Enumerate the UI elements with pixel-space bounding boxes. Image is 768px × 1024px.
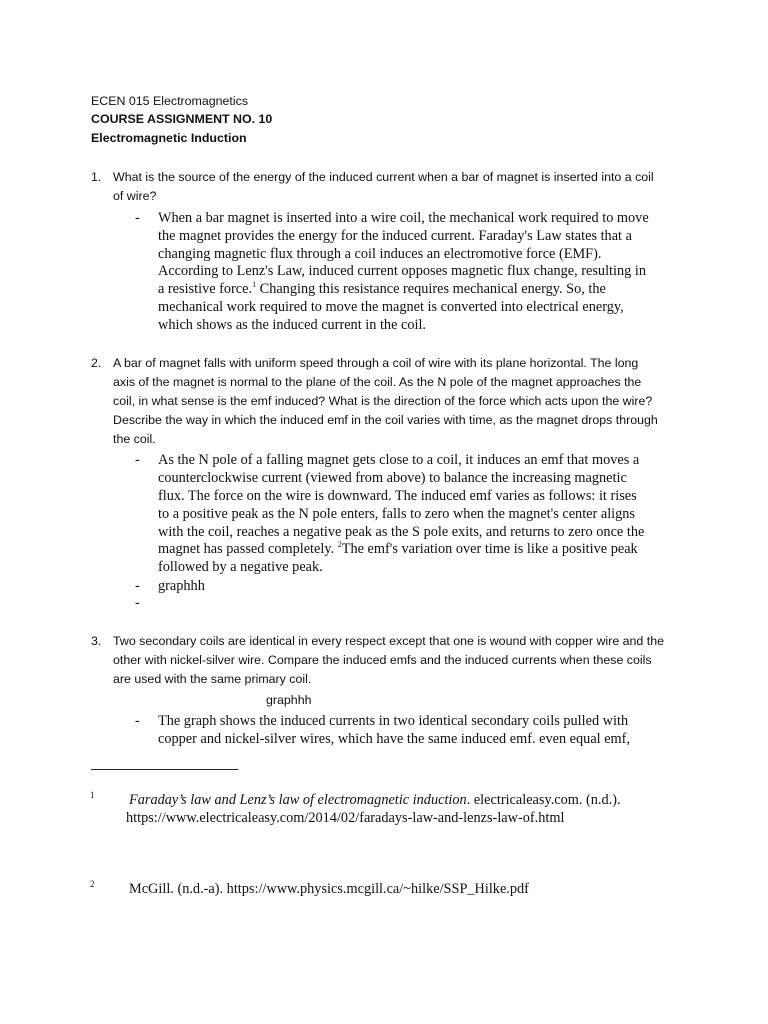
question-text: Describe the way in which the induced emf in the coil varies with time, as the magnet drops through — [113, 413, 658, 427]
answer-text: counterclockwise current (viewed from above) to balance the increasing magnetic — [158, 470, 627, 486]
footnote-mark: 1 — [90, 790, 95, 800]
answer-text: mechanical work required to move the magnet is converted into electrical energy, — [158, 299, 624, 315]
footnote-separator — [91, 769, 238, 770]
footnote-source: . electricaleasy.com. (n.d.). — [466, 792, 621, 808]
question-text: Two secondary coils are identical in every respect except that one is wound with copper wire and the — [113, 634, 664, 648]
answer-text: with the coil, reaches a negative peak as the S pole exits, and returns to zero once the — [158, 524, 645, 540]
answer-text: to a positive peak as the N pole enters, falls to zero when the magnet's center aligns — [158, 506, 635, 522]
question-text: coil, in what sense is the emf induced? What is the direction of the force which acts upon the wire? — [113, 394, 653, 408]
question-text: A bar of magnet falls with uniform speed through a coil of wire with its plane horizontal. The long — [113, 356, 639, 370]
answer-text: When a bar magnet is inserted into a wire coil, the mechanical work required to move — [158, 210, 649, 226]
question-text: of wire? — [113, 189, 157, 203]
answer-text: As the N pole of a falling magnet gets close to a coil, it induces an emf that moves a — [158, 452, 640, 468]
answer-text: The emf's variation over time is like a positive peak — [341, 541, 638, 557]
question-text: axis of the magnet is normal to the plane of the coil. As the N pole of the magnet approaches the — [113, 375, 642, 389]
answer-text: According to Lenz's Law, induced current opposes magnetic flux change, resulting in — [158, 263, 646, 279]
footnote-ref[interactable]: 2 — [337, 540, 342, 550]
answer-line — [158, 281, 606, 298]
question-text: What is the source of the energy of the induced current when a bar of magnet is inserted into a coil — [113, 170, 654, 184]
question-text: are used with the same primary coil. — [113, 672, 312, 686]
assignment-title: COURSE ASSIGNMENT NO. 10 — [91, 112, 273, 126]
graph-placeholder: graphhh — [158, 578, 205, 594]
answer-text: magnet has passed completely. — [158, 541, 338, 557]
footnote-citation[interactable]: McGill. (n.d.-a). https://www.physics.mcgill.ca/~hilke/SSP_Hilke.pdf — [129, 881, 529, 897]
footnote-citation — [129, 792, 621, 809]
bullet-dash: - — [135, 452, 140, 468]
bullet-dash: - — [135, 595, 140, 611]
question-text: the coil. — [113, 432, 156, 446]
question-number: 3. — [91, 634, 102, 648]
footnote-title: Faraday’s law and Lenz’s law of electromagnetic induction — [129, 792, 467, 808]
answer-text: The graph shows the induced currents in two identical secondary coils pulled with — [158, 713, 629, 729]
footnote-ref[interactable]: 1 — [252, 280, 257, 290]
answer-text: flux. The force on the wire is downward. The induced emf varies as follows: it rises — [158, 488, 637, 504]
answer-text: followed by a negative peak. — [158, 559, 323, 575]
answer-line — [158, 541, 638, 558]
answer-text: a resistive force. — [158, 281, 253, 297]
graph-placeholder: graphhh — [266, 693, 312, 707]
bullet-dash: - — [135, 713, 140, 729]
footnote-mark: 2 — [90, 879, 95, 889]
answer-text: which shows as the induced current in the coil. — [158, 317, 426, 333]
question-text: other with nickel-silver wire. Compare the induced emfs and the induced currents when these coils — [113, 653, 652, 667]
footnote-url-link[interactable]: https://www.electricaleasy.com/2014/02/faradays-law-and-lenzs-law-of.html — [126, 810, 565, 826]
bullet-dash: - — [135, 578, 140, 594]
course-code: ECEN 015 Electromagnetics — [91, 94, 249, 108]
bullet-dash: - — [135, 210, 140, 226]
answer-text: Changing this resistance requires mechanical energy. So, the — [259, 281, 606, 297]
answer-text: the magnet provides the energy for the induced current. Faraday's Law states that a — [158, 228, 632, 244]
question-number: 2. — [91, 356, 102, 370]
answer-text: copper and nickel-silver wires, which have the same induced emf. even equal emf, — [158, 731, 631, 747]
answer-text: changing magnetic flux through a coil induces an electromotive force (EMF). — [158, 246, 602, 262]
assignment-topic: Electromagnetic Induction — [91, 131, 247, 145]
question-number: 1. — [91, 170, 102, 184]
